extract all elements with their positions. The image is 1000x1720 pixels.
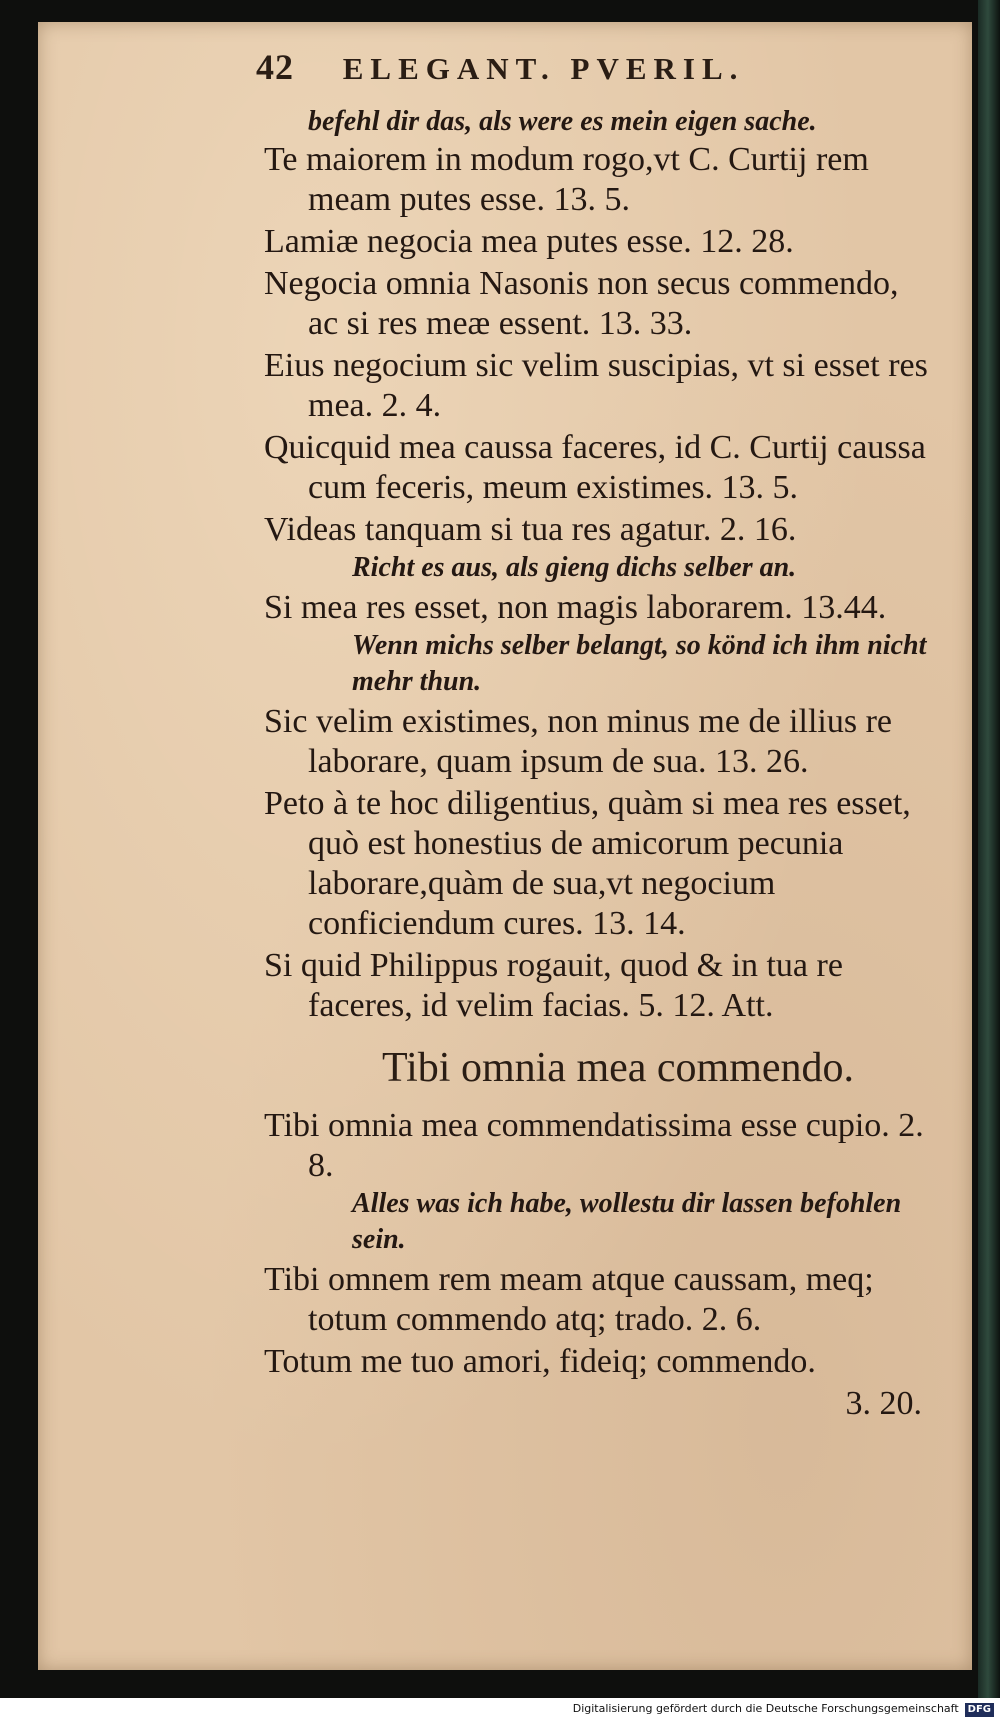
final-reference: 3. 20. bbox=[845, 1385, 922, 1422]
entry-text: Videas tanquam si tua res agatur. 2. 16. bbox=[264, 511, 797, 548]
entry-text: Totum me tuo amori, fideiq; commendo. bbox=[264, 1343, 816, 1380]
german-note: Alles was ich habe, wollestu dir lassen befohlen sein. bbox=[352, 1188, 902, 1255]
phrase-entry bbox=[264, 346, 932, 426]
phrase-entry bbox=[264, 264, 932, 344]
entry-text: Tibi omnem rem meam atque caussam, meq; totum commendo atq; trado. 2. 6. bbox=[264, 1261, 874, 1338]
phrase-entry bbox=[264, 1106, 932, 1258]
gloss-line: befehl dir das, als were es mein eigen sache. bbox=[308, 106, 817, 137]
phrase-entry bbox=[264, 1342, 932, 1382]
section-heading: Tibi omnia mea commendo. bbox=[381, 1045, 855, 1091]
german-note: Wenn michs selber belangt, so könd ich ihm nicht mehr thun. bbox=[352, 630, 927, 697]
phrase-entry bbox=[264, 1260, 932, 1340]
phrase-entry bbox=[264, 510, 932, 586]
entry-text: Sic velim existimes, non minus me de illius re laborare, quam ipsum de sua. 13. 26. bbox=[264, 703, 892, 780]
phrase-entry bbox=[264, 784, 932, 944]
page-header bbox=[256, 46, 932, 88]
entry-text: Eius negocium sic velim suscipias, vt si esset res mea. 2. 4. bbox=[264, 347, 928, 424]
entry-text: Peto à te hoc diligentius, quàm si mea res esset, quò est honestius de amicorum pecunia laborare,quàm de sua,vt negocium conficiendum cures. 13. 14. bbox=[264, 785, 911, 942]
entry-text: Si quid Philippus rogauit, quod & in tua re faceres, id velim facias. 5. 12. Att. bbox=[264, 947, 843, 1024]
entry-text: Tibi omnia mea commendatissima esse cupio. 2. 8. bbox=[264, 1107, 924, 1184]
german-note: Richt es aus, als gieng dichs selber an. bbox=[352, 552, 797, 583]
digitization-footer bbox=[0, 1698, 1000, 1720]
page-number: 42 bbox=[256, 47, 294, 87]
dfg-logo: DFG bbox=[965, 1703, 994, 1717]
entry-text: Si mea res esset, non magis laborarem. 13.44. bbox=[264, 589, 887, 626]
running-title: ELEGANT. PVERIL. bbox=[342, 51, 745, 86]
phrase-entry bbox=[264, 588, 932, 700]
book-spine bbox=[978, 0, 1000, 1698]
book-page bbox=[38, 22, 972, 1670]
entry-text: Te maiorem in modum rogo,vt C. Curtij rem meam putes esse. 13. 5. bbox=[264, 141, 869, 218]
phrase-entry bbox=[264, 222, 932, 262]
page-body bbox=[264, 104, 932, 1424]
phrase-entry bbox=[264, 946, 932, 1026]
entry-text: Quicquid mea caussa faceres, id C. Curtij caussa cum feceris, meum existimes. 13. 5. bbox=[264, 429, 926, 506]
phrase-entry bbox=[264, 428, 932, 508]
entry-text: Lamiæ negocia mea putes esse. 12. 28. bbox=[264, 223, 794, 260]
entry-text: Negocia omnia Nasonis non secus commendo, ac si res meæ essent. 13. 33. bbox=[264, 265, 899, 342]
phrase-entry bbox=[264, 140, 932, 220]
phrase-entry bbox=[264, 702, 932, 782]
funding-credit: Digitalisierung gefördert durch die Deutsche Forschungsgemeinschaft bbox=[572, 1702, 959, 1715]
